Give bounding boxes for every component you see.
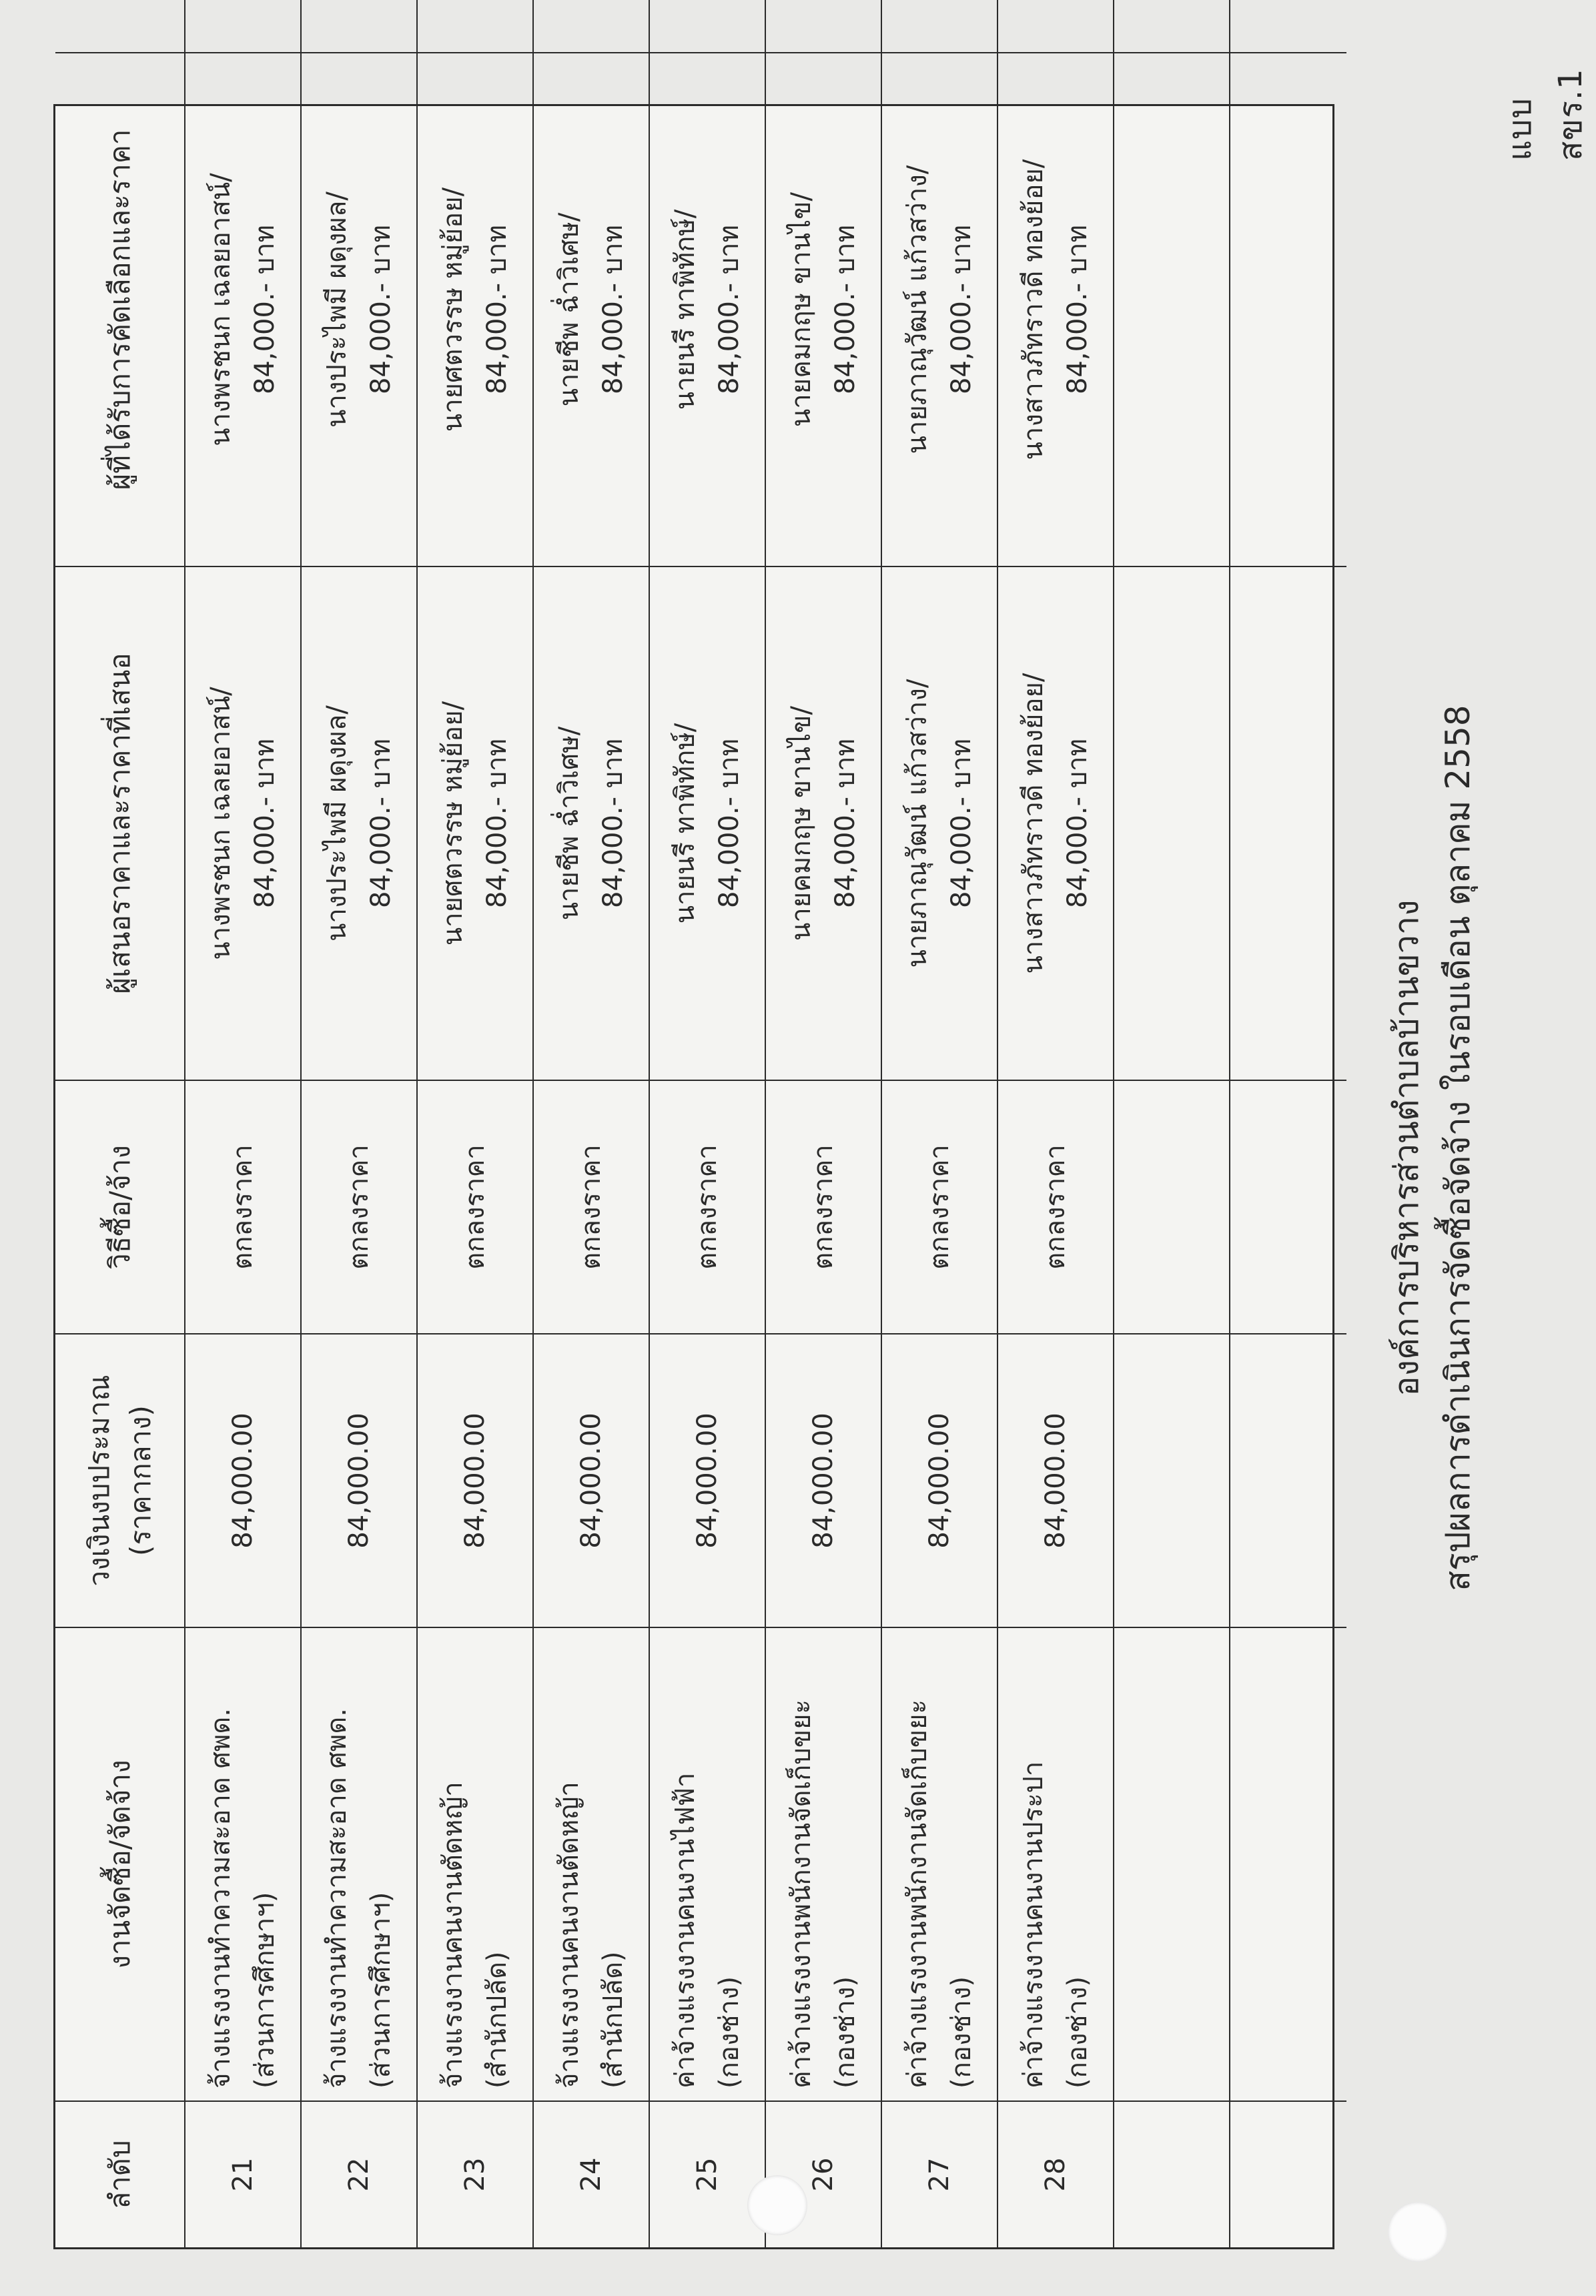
procurement-method: ตกลงราคา [808,1144,839,1270]
row-number: 26 [808,2157,839,2192]
procurement-method: ตกลงราคา [576,1144,607,1270]
form-code: แบบ สขร.1 [1501,68,1589,161]
task-name: จ้างแรงงานคนงานตัดหญ้า [554,1782,584,2088]
bidder-price: 84,000.- บาท [250,738,280,909]
cell-task [766,1627,882,2100]
document-title: สรุปผลการดำเนินการจัดซื้อจัดจ้าง ในรอบเดือน ตุลาคม 2558 [1439,705,1477,1591]
cell-task [650,1627,766,2100]
cell-no [998,2100,1114,2247]
winner-name: นายนรี ทาพิทักษ์/ [670,209,701,410]
organization-name: องค์การบริหารส่วนตำบลบ้านขวาง [1387,899,1426,1397]
task-name: ค่าจ้างแรงงานคนงานไฟฟ้า [670,1772,701,2088]
empty-cell [1230,566,1346,1080]
task-name: จ้างแรงงานคนงานตัดหญ้า [438,1782,468,2088]
winner-price: 84,000.- บาท [366,224,396,395]
cell-budget [185,1333,302,1627]
bidder-price: 84,000.- บาท [714,738,745,909]
header-label: วงเงินงบประมาณ [82,1375,115,1587]
task-department: (กองช่าง) [714,1976,745,2088]
task-department: (ส่วนการศึกษาฯ) [366,1892,396,2088]
cell-reason [534,0,650,52]
winner-price: 84,000.- บาท [946,224,977,395]
empty-cell [1114,1627,1230,2100]
row-number: 24 [576,2157,607,2192]
cell-budget [882,1333,998,1627]
winner-price: 84,000.- บาท [482,224,512,395]
task-department: (กองช่าง) [1062,1976,1093,2088]
budget-amount: 84,000.00 [344,1413,374,1549]
cell-method [302,1080,418,1333]
header-budget [55,1333,185,1627]
cell-bidder [302,566,418,1080]
cell-method [998,1080,1114,1333]
bidder-name: นางพรชนก เฉลยอาสน์/ [206,687,236,960]
cell-budget [766,1333,882,1627]
cell-bidder [418,566,534,1080]
cell-task [998,1627,1114,2100]
cell-budget [534,1333,650,1627]
empty-cell [1114,566,1230,1080]
cell-winner [302,52,418,566]
cell-reason [882,0,998,52]
cell-no [882,2100,998,2247]
empty-cell [1114,2100,1230,2247]
empty-cell [1230,2100,1346,2247]
bidder-price: 84,000.- บาท [482,738,512,909]
task-department: (สำนักปลัด) [598,1951,629,2088]
cell-task [882,1627,998,2100]
cell-budget [418,1333,534,1627]
cell-bidder [766,566,882,1080]
empty-cell [1114,0,1230,52]
budget-amount: 84,000.00 [692,1413,723,1549]
punch-hole [1388,2202,1448,2262]
cell-method [766,1080,882,1333]
cell-bidder [650,566,766,1080]
header-bidder [55,566,185,1080]
cell-budget [998,1333,1114,1627]
bidder-price: 84,000.- บาท [830,738,861,909]
row-number: 27 [924,2157,955,2192]
budget-amount: 84,000.00 [576,1413,607,1549]
cell-winner [998,52,1114,566]
task-department: (สำนักปลัด) [482,1951,512,2088]
bidder-name: นายนรี ทาพิทักษ์/ [670,723,701,924]
empty-cell [1230,1627,1346,2100]
winner-name: นายศตวรรษ หมู่ย้อย/ [438,187,468,432]
cell-winner [882,52,998,566]
bidder-name: นายศตวรรษ หมู่ย้อย/ [438,701,468,946]
header-label: ลำดับ [103,2140,136,2209]
cell-bidder [534,566,650,1080]
bidder-name: นายภาณุวัฒน์ แก้วสว่าง/ [902,679,933,968]
bidder-name: นายชีพ ฉ่ำวิเศษ/ [554,726,584,921]
cell-winner [418,52,534,566]
cell-task [302,1627,418,2100]
bidder-price: 84,000.- บาท [598,738,629,909]
task-name: ค่าจ้างแรงงานคนงานประปา [1018,1761,1049,2088]
header-label: วิธีซื้อ/จ้าง [103,1145,136,1269]
cell-winner [185,52,302,566]
empty-cell [1114,1333,1230,1627]
bidder-name: นางสาวภัทราวดี ทองย้อย/ [1018,673,1049,974]
budget-amount: 84,000.00 [924,1413,955,1549]
cell-method [418,1080,534,1333]
bidder-price: 84,000.- บาท [1062,738,1093,909]
cell-task [185,1627,302,2100]
empty-cell [1114,1080,1230,1333]
header-winner [55,52,185,566]
winner-price: 84,000.- บาท [1062,224,1093,395]
budget-amount: 84,000.00 [228,1413,258,1549]
cell-reason [998,0,1114,52]
cell-method [650,1080,766,1333]
header-no [55,2100,185,2247]
punch-hole [747,2175,807,2235]
cell-no [418,2100,534,2247]
empty-cell [1230,1333,1346,1627]
winner-name: นางพรชนก เฉลยอาสน์/ [206,173,236,446]
budget-amount: 84,000.00 [808,1413,839,1549]
cell-reason [766,0,882,52]
bidder-price: 84,000.- บาท [366,738,396,909]
cell-reason [302,0,418,52]
cell-no [185,2100,302,2247]
header-task [55,1627,185,2100]
cell-reason [650,0,766,52]
header-method [55,1080,185,1333]
row-number: 21 [228,2157,258,2192]
budget-amount: 84,000.00 [1040,1413,1071,1549]
bidder-name: นายคมกฤษ ขานไข/ [786,706,817,941]
budget-amount: 84,000.00 [460,1413,490,1549]
winner-price: 84,000.- บาท [250,224,280,395]
cell-no [534,2100,650,2247]
cell-reason [418,0,534,52]
procurement-table [53,104,1334,2249]
winner-name: นางสาวภัทราวดี ทองย้อย/ [1018,159,1049,460]
cell-bidder [998,566,1114,1080]
winner-name: นายชีพ ฉ่ำวิเศษ/ [554,212,584,407]
winner-name: นางประไพมี ผดุงผล/ [322,192,352,428]
procurement-method: ตกลงราคา [344,1144,374,1270]
header-label: ผู้ที่ได้รับการคัดเลือกและราคา [103,129,136,490]
cell-method [534,1080,650,1333]
winner-price: 84,000.- บาท [714,224,745,395]
procurement-method: ตกลงราคา [692,1144,723,1270]
cell-task [534,1627,650,2100]
procurement-method: ตกลงราคา [924,1144,955,1270]
cell-task [418,1627,534,2100]
cell-winner [534,52,650,566]
row-number: 28 [1040,2157,1071,2192]
cell-no [302,2100,418,2247]
empty-cell [1230,1080,1346,1333]
task-department: (กองช่าง) [946,1976,977,2088]
empty-cell [1230,0,1346,52]
winner-price: 84,000.- บาท [830,224,861,395]
procurement-method: ตกลงราคา [228,1144,258,1270]
winner-name: นายคมกฤษ ขานไข/ [786,192,817,427]
empty-cell [1114,52,1230,566]
cell-budget [650,1333,766,1627]
header-label-line2: (ราคากลาง) [123,1405,157,1556]
header-reason [55,0,185,52]
procurement-method: ตกลงราคา [1040,1144,1071,1270]
task-name: ค่าจ้างแรงงานพนักงานจัดเก็บขยะ [902,1699,933,2088]
task-name: ค่าจ้างแรงงานพนักงานจัดเก็บขยะ [786,1699,817,2088]
procurement-method: ตกลงราคา [460,1144,490,1270]
task-name: จ้างแรงงานทำความสะอาด ศพด. [322,1708,352,2088]
winner-price: 84,000.- บาท [598,224,629,395]
winner-name: นายภาณุวัฒน์ แก้วสว่าง/ [902,165,933,454]
cell-budget [302,1333,418,1627]
row-number: 25 [692,2157,723,2192]
cell-method [882,1080,998,1333]
cell-winner [650,52,766,566]
task-name: จ้างแรงงานทำความสะอาด ศพด. [206,1708,236,2088]
header-label: ผู้เสนอราคาและราคาที่เสนอ [103,653,136,994]
cell-bidder [185,566,302,1080]
empty-cell [1230,52,1346,566]
bidder-price: 84,000.- บาท [946,738,977,909]
task-department: (กองช่าง) [830,1976,861,2088]
header-label: งานจัดซื้อ/จัดจ้าง [103,1760,136,1969]
cell-bidder [882,566,998,1080]
cell-no [650,2100,766,2247]
cell-method [185,1080,302,1333]
row-number: 22 [344,2157,374,2192]
task-department: (ส่วนการศึกษาฯ) [250,1892,280,2088]
cell-winner [766,52,882,566]
cell-reason [185,0,302,52]
bidder-name: นางประไพมี ผดุงผล/ [322,705,352,941]
row-number: 23 [460,2157,490,2192]
